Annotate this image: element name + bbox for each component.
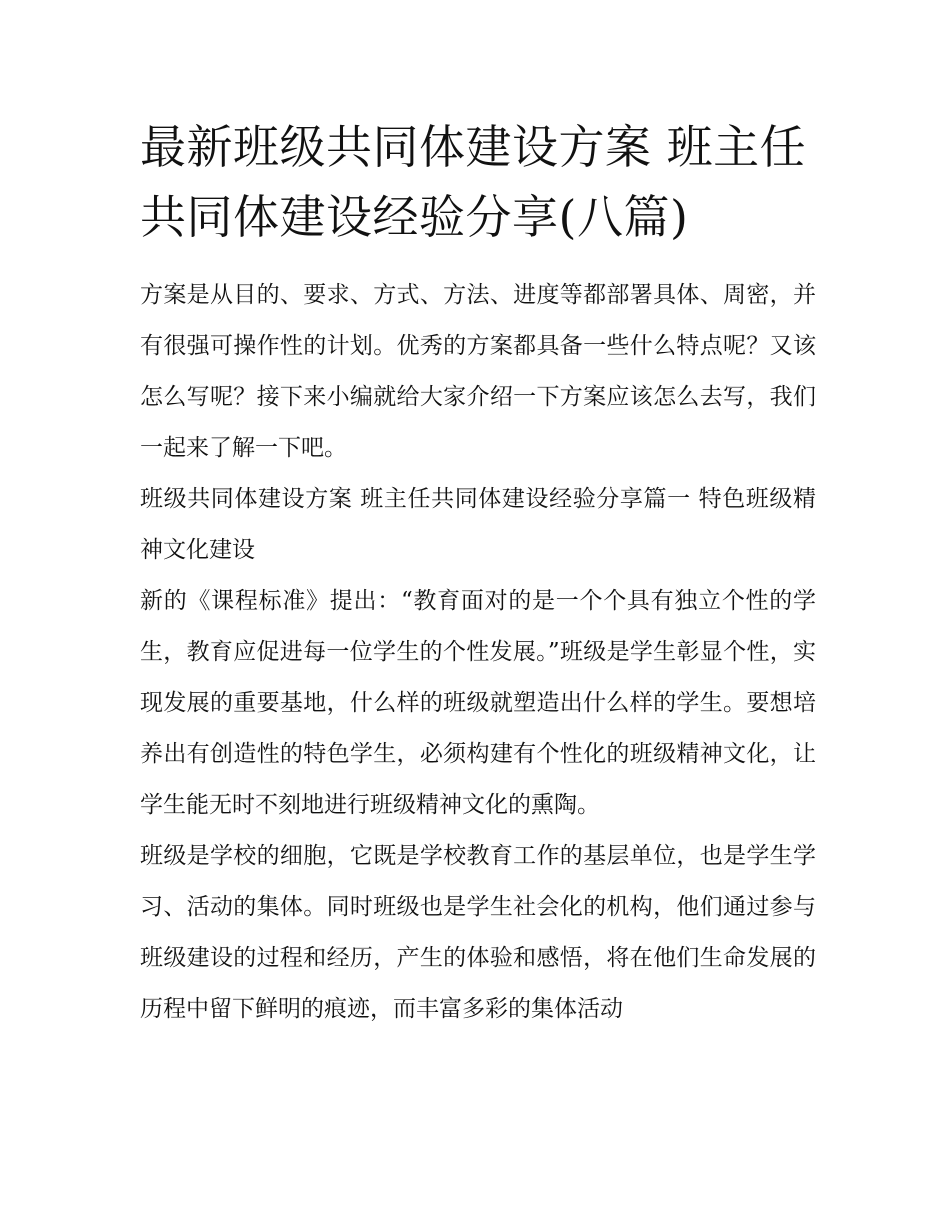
document-title: 最新班级共同体建设方案 班主任共同体建设经验分享(八篇) [140, 120, 807, 244]
intro-paragraph: 方案是从目的、要求、方式、方法、进度等都部署具体、周密，并有很强可操作性的计划。优秀的方案都具备一些什么特点呢？又该怎么写呢？接下来小编就给大家介绍一下方案应该怎么去写，我们一起来了解一下吧。 [140, 282, 816, 461]
document-page [140, 112, 816, 1035]
body-paragraph: 新的《课程标准》提出：“教育面对的是一个个具有独立个性的学生，教育应促进每一位学生的个性发展。”班级是学生彰显个性，实现发展的重要基地，什么样的班级就塑造出什么样的学生。要想培养出有创造性的特色学生，必须构建有个性化的班级精神文化，让学生能无时不刻地进行班级精神文化的熏陶。 [140, 588, 816, 818]
section-heading: 班级共同体建设方案 班主任共同体建设经验分享篇一 特色班级精神文化建设 [140, 486, 816, 563]
body-paragraph: 班级是学校的细胞，它既是学校教育工作的基层单位，也是学生学习、活动的集体。同时班级也是学生社会化的机构，他们通过参与班级建设的过程和经历，产生的体验和感悟，将在他们生命发展的历程中留下鲜明的痕迹，而丰富多彩的集体活动 [140, 843, 816, 1022]
